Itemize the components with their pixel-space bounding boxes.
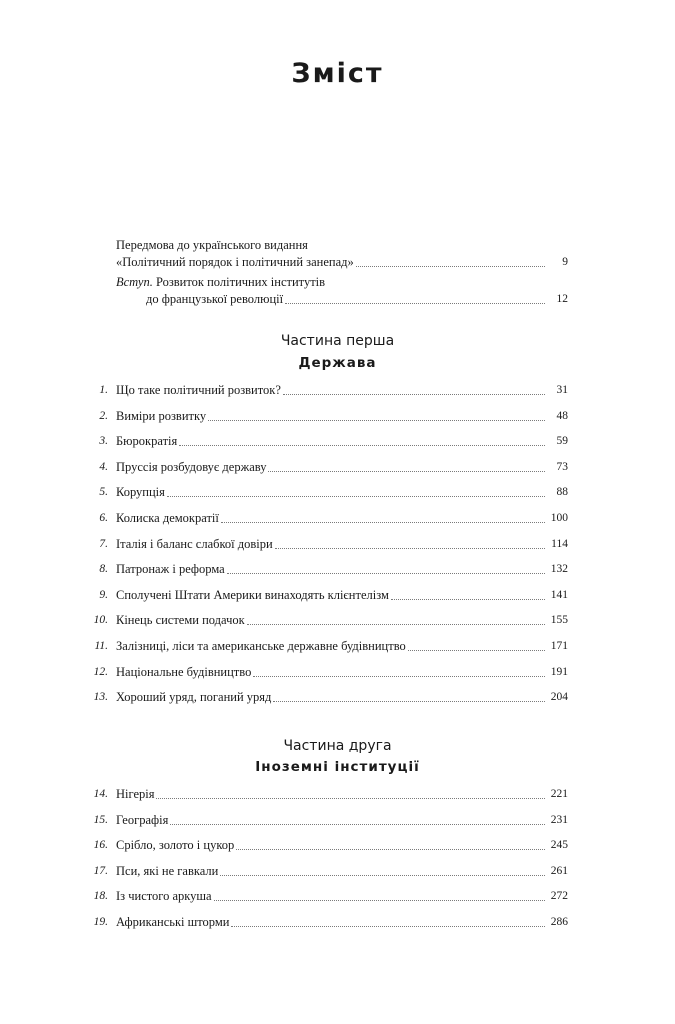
- chapter-number: 7.: [99, 537, 108, 550]
- front-entry-1-page: 9: [562, 256, 568, 268]
- leader-dots: [247, 623, 545, 625]
- toc-entry[interactable]: [90, 688, 568, 706]
- chapter-title: Італія і баланс слабкої довіри: [116, 536, 273, 551]
- chapter-title: Виміри розвитку: [116, 408, 207, 423]
- toc-entry[interactable]: [90, 887, 568, 905]
- leader-dots: [285, 302, 545, 304]
- toc-entry[interactable]: [90, 811, 568, 829]
- toc-entry[interactable]: [90, 913, 568, 931]
- part1-title: Держава: [298, 355, 377, 371]
- chapter-title: Срібло, золото і цукор: [116, 838, 235, 853]
- chapter-title: Бюрократія: [116, 434, 178, 449]
- leader-dots: [220, 874, 545, 876]
- leader-dots: [283, 393, 545, 395]
- page-number: 31: [556, 384, 568, 396]
- chapter-number: 16.: [93, 839, 108, 852]
- chapter-number: 5.: [99, 486, 108, 499]
- toc-entry[interactable]: [90, 509, 568, 527]
- chapter-number: 12.: [93, 665, 108, 678]
- page-number: 48: [556, 409, 568, 422]
- chapter-title: Географія: [116, 812, 169, 827]
- front-entry-2-page: 12: [556, 293, 568, 305]
- toc-entry[interactable]: [90, 458, 568, 476]
- part2-title: Іноземні інституції: [255, 759, 420, 775]
- page-number: 191: [550, 665, 568, 678]
- page-number: 171: [550, 640, 568, 652]
- page-number: 204: [550, 691, 568, 704]
- page-number: 245: [550, 839, 568, 852]
- chapter-number: 3.: [99, 435, 108, 448]
- leader-dots: [391, 598, 545, 600]
- leader-dots: [179, 444, 545, 446]
- chapter-title: Африканські шторми: [116, 915, 230, 929]
- leader-dots: [253, 675, 545, 677]
- chapter-number: 14.: [93, 788, 108, 800]
- page-number: 261: [550, 864, 568, 877]
- page-number: 73: [556, 460, 568, 473]
- toc-entry[interactable]: [90, 836, 568, 854]
- leader-dots: [236, 848, 545, 850]
- chapter-number: 10.: [93, 614, 108, 627]
- page-number: 59: [556, 435, 568, 448]
- front-entry-1-line2: «Політичний порядок і політичний занепад»: [116, 255, 354, 269]
- leader-dots: [214, 899, 545, 901]
- page-number: 286: [550, 916, 568, 928]
- front-entry-1-line1: Передмова до українського видання: [116, 238, 308, 252]
- chapter-number: 19.: [93, 916, 108, 928]
- leader-dots: [273, 700, 545, 702]
- chapter-title: Колиска демократії: [116, 511, 219, 525]
- leader-dots: [356, 265, 545, 267]
- page-number: 155: [550, 614, 568, 627]
- chapter-number: 4.: [99, 460, 108, 473]
- chapter-title: Патронаж і реформа: [116, 562, 225, 577]
- toc-entry[interactable]: [90, 637, 568, 655]
- page-number: 221: [550, 788, 568, 800]
- chapter-number: 6.: [99, 512, 108, 524]
- page-number: 100: [550, 512, 568, 524]
- part1-label: Частина перша: [280, 333, 395, 349]
- chapter-number: 1.: [99, 384, 108, 396]
- toc-entry[interactable]: [90, 560, 568, 578]
- chapter-number: 9.: [99, 588, 108, 601]
- leader-dots: [227, 572, 545, 574]
- page-number: 132: [550, 563, 568, 576]
- leader-dots: [231, 925, 545, 927]
- leader-dots: [275, 547, 545, 549]
- leader-dots: [408, 649, 545, 651]
- front-entry-2[interactable]: [90, 290, 568, 308]
- part2-label: Частина друга: [283, 738, 392, 754]
- chapter-number: 8.: [99, 563, 108, 576]
- chapter-title: Пруссія розбудовує державу: [116, 459, 267, 474]
- leader-dots: [156, 797, 545, 799]
- toc-entry[interactable]: [90, 862, 568, 880]
- leader-dots: [170, 823, 545, 825]
- page-number: 231: [550, 813, 568, 826]
- toc-entry[interactable]: [90, 535, 568, 553]
- chapter-number: 11.: [94, 640, 108, 652]
- toc-entry[interactable]: [90, 432, 568, 450]
- leader-dots: [268, 470, 545, 472]
- chapter-number: 17.: [93, 864, 108, 877]
- chapter-title: Нігерія: [116, 787, 155, 801]
- chapter-number: 13.: [93, 691, 108, 704]
- front-entry-2-line1: Вступ. Розвиток політичних інститутів: [116, 275, 326, 289]
- toc-entry[interactable]: [90, 663, 568, 681]
- chapter-number: 2.: [99, 409, 108, 422]
- page-number: 272: [550, 890, 568, 903]
- chapter-title: Пси, які не гавкали: [116, 863, 219, 878]
- front-entry-2-line2: до французької революції: [146, 292, 284, 306]
- leader-dots: [221, 521, 545, 523]
- toc-entry[interactable]: [90, 586, 568, 604]
- chapter-title: Залізниці, ліси та американське державне будівництво: [116, 639, 406, 653]
- toc-entry[interactable]: [90, 785, 568, 803]
- leader-dots: [208, 419, 545, 421]
- leader-dots: [167, 495, 545, 497]
- page-number: 141: [550, 588, 568, 601]
- chapter-title: Корупція: [116, 485, 165, 500]
- page-title: Зміст: [291, 58, 384, 89]
- toc-entry[interactable]: [90, 611, 568, 629]
- chapter-title: Сполучені Штати Америки винаходять клієнтелізм: [116, 587, 389, 602]
- toc-entry[interactable]: [90, 483, 568, 501]
- front-entry-1[interactable]: [90, 253, 568, 271]
- chapter-title: Національне будівництво: [116, 664, 252, 679]
- chapter-number: 15.: [93, 813, 108, 826]
- chapter-title: Що таке політичний розвиток?: [116, 383, 281, 397]
- chapter-title: Хороший уряд, поганий уряд: [116, 690, 272, 705]
- page-number: 88: [556, 486, 568, 499]
- toc-entry[interactable]: [90, 381, 568, 399]
- chapter-title: Із чистого аркуша: [116, 889, 212, 904]
- page-number: 114: [551, 537, 568, 550]
- chapter-number: 18.: [93, 890, 108, 903]
- chapter-title: Кінець системи подачок: [116, 613, 245, 628]
- toc-entry[interactable]: [90, 407, 568, 425]
